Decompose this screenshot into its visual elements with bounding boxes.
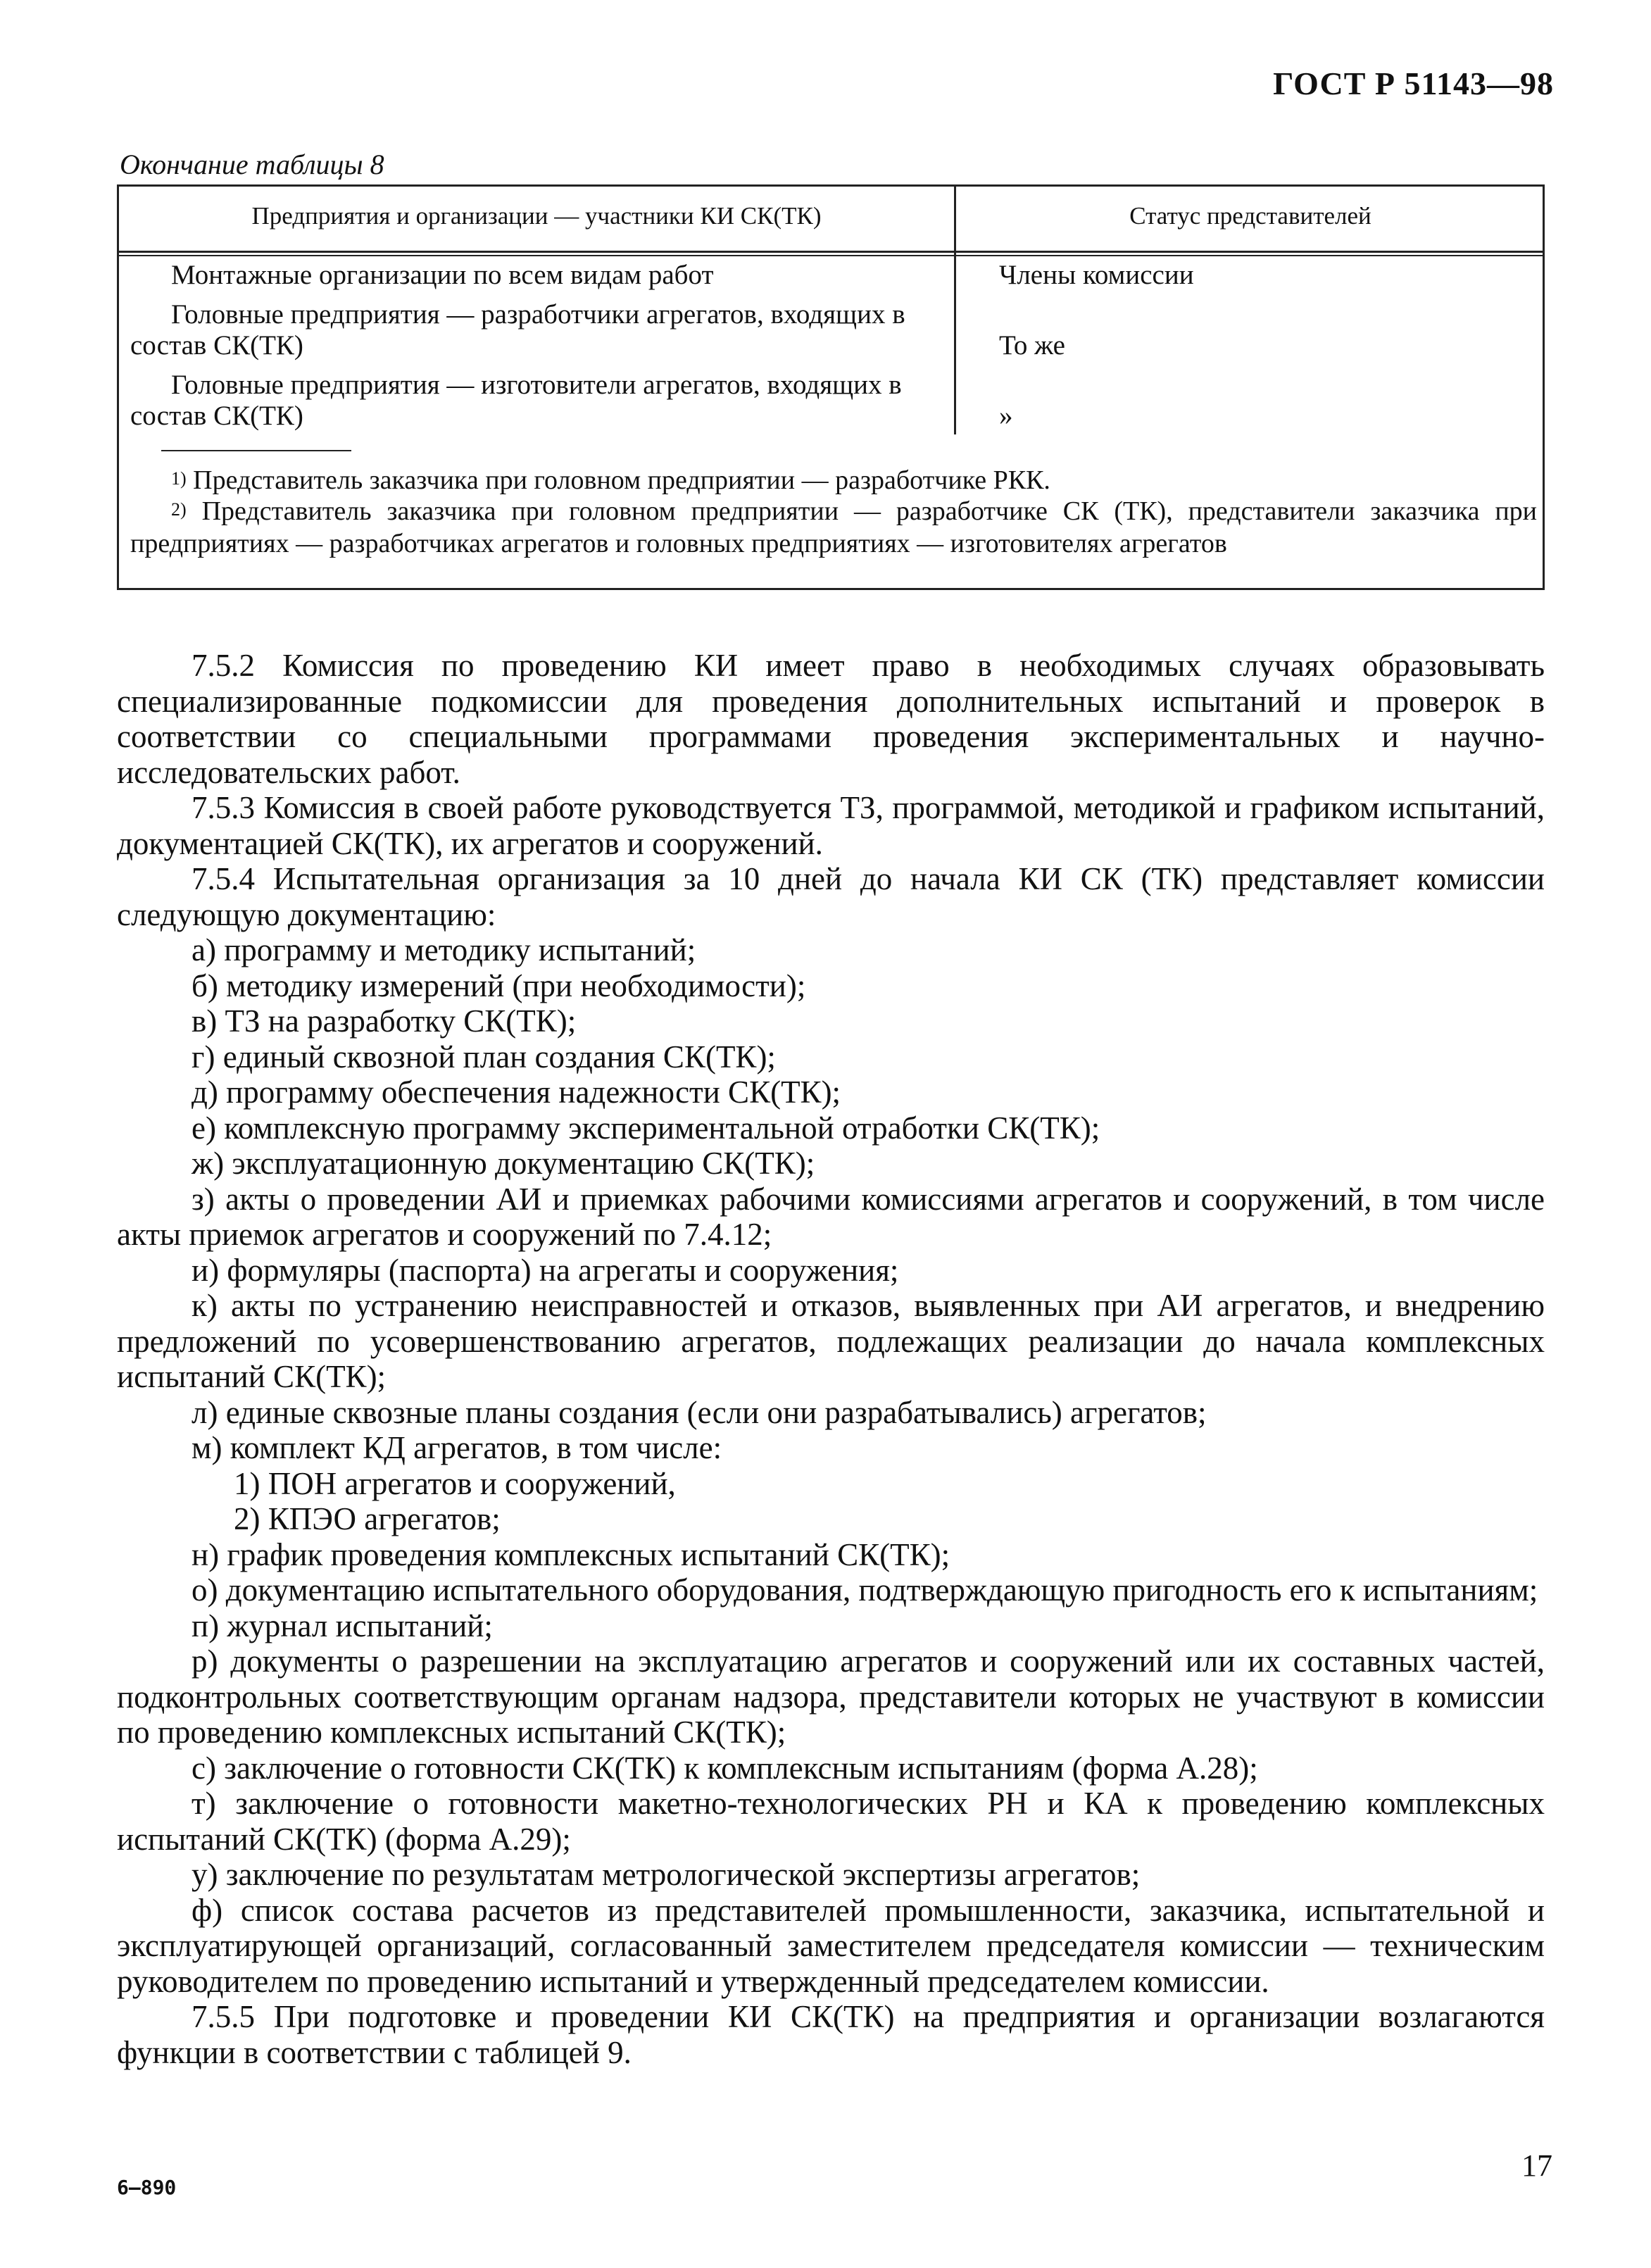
table-8-continuation — [117, 184, 1545, 590]
list-item: л) единые сквозные планы создания (если они разрабатывались) агрегатов; — [192, 1394, 1207, 1430]
list-item: о) документацию испытательного оборудования, подтверждающую пригодность его к испытаниям; — [192, 1572, 1538, 1608]
table-cell-org: Головные предприятия — разработчики агрегатов, входящих в состав СК(ТК) — [130, 299, 905, 361]
page-number: 17 — [1521, 2148, 1552, 2183]
list-item: ф) список состава расчетов из представителей промышленности, заказчика, испытательной и эксплуатирующей организаций, согласованный заместителем председателя комиссии — техническим руководителем по проведению испытаний и утвержденный председателем комиссии. — [117, 1892, 1545, 1999]
column-header-organizations: Предприятия и организации — участники КИ СК(ТК) — [251, 202, 822, 230]
table-cell-org: Монтажные организации по всем видам работ — [171, 260, 714, 290]
table-caption: Окончание таблицы 8 — [120, 149, 384, 180]
list-item: н) график проведения комплексных испытаний СК(ТК); — [192, 1536, 950, 1572]
list-item: и) формуляры (паспорта) на агрегаты и сооружения; — [192, 1252, 899, 1288]
list-item: т) заключение о готовности макетно-технологических РН и КА к проведению комплексных испытаний СК(ТК) (форма А.29); — [117, 1786, 1545, 1857]
list-item: у) заключение по результатам метрологической экспертизы агрегатов; — [192, 1857, 1141, 1892]
print-code: 6—890 — [117, 2176, 177, 2199]
table-cell-org: Головные предприятия — изготовители агрегатов, входящих в состав СК(ТК) — [130, 370, 902, 431]
list-item: з) акты о проведении АИ и приемках рабочими комиссиями агрегатов и сооружений, в том числе акты приемок агрегатов и сооружений по 7.4.12; — [117, 1181, 1545, 1252]
footnote-mark: 1) — [171, 468, 187, 489]
table-cell-status: » — [999, 401, 1013, 431]
footnote-separator — [161, 450, 351, 451]
sub-list-item: 2) КПЭО агрегатов; — [234, 1501, 501, 1536]
table-footnote — [130, 465, 1537, 498]
table-cell-status: Члены комиссии — [999, 260, 1194, 290]
list-item: в) ТЗ на разработку СК(ТК); — [192, 1003, 577, 1039]
list-item: д) программу обеспечения надежности СК(ТК); — [192, 1075, 841, 1110]
paragraph-7-5-2: 7.5.2 Комиссия по проведению КИ имеет право в необходимых случаях образовывать специализированные подкомиссии для проведения дополнительных испытаний и проверок в соответствии со специальными программами проведения экспериментальных и научно-исследовательских работ. — [117, 648, 1545, 790]
list-item: к) акты по устранению неисправностей и отказов, выявленных при АИ агрегатов, и внедрению предложений по усовершенствованию агрегатов, подлежащих реализации до начала комплексных испытаний СК(ТК); — [117, 1288, 1545, 1394]
list-item: с) заключение о готовности СК(ТК) к комплексным испытаниям (форма А.28); — [192, 1750, 1258, 1786]
sub-list-item: 1) ПОН агрегатов и сооружений, — [234, 1465, 676, 1501]
footnote-text: Представитель заказчика при головном предприятии — разработчике РКК. — [193, 465, 1050, 495]
list-item: б) методику измерений (при необходимости); — [192, 967, 806, 1003]
paragraph-7-5-5: 7.5.5 При подготовке и проведении КИ СК(ТК) на предприятия и организации возлагаются функции в соответствии с таблицей 9. — [117, 1999, 1545, 2070]
paragraph-7-5-4: 7.5.4 Испытательная организация за 10 дней до начала КИ СК (ТК) представляет комиссии следующую документацию: — [117, 861, 1545, 932]
list-item: е) комплексную программу экспериментальной отработки СК(ТК); — [192, 1110, 1100, 1146]
document-header: ГОСТ Р 51143—98 — [1273, 65, 1554, 101]
column-header-status: Статус представителей — [1129, 202, 1371, 230]
list-item: г) единый сквозной план создания СК(ТК); — [192, 1039, 776, 1075]
footnote-mark: 2) — [171, 499, 187, 520]
table-footnote — [130, 496, 1537, 558]
header-divider — [119, 251, 1543, 253]
header-divider-double — [119, 255, 1543, 256]
paragraph-7-5-3: 7.5.3 Комиссия в своей работе руководствуется ТЗ, программой, методикой и графиком испытаний, документацией СК(ТК), их агрегатов и сооружений. — [117, 790, 1545, 861]
table-cell-status: То же — [999, 330, 1065, 361]
list-item: р) документы о разрешении на эксплуатацию агрегатов и сооружений или их составных частей, подконтрольных соответствующим органам надзора, представители которых не участвуют в комиссии по проведению комплексных испытаний СК(ТК); — [117, 1643, 1545, 1750]
footnote-text: Представитель заказчика при головном предприятии — разработчике СК (ТК), представители заказчика при предприятиях — разработчиках агрегатов и головных предприятиях — изготовителях агрегатов — [130, 496, 1538, 558]
list-item: а) программу и методику испытаний; — [192, 932, 696, 967]
list-item: п) журнал испытаний; — [192, 1608, 493, 1643]
list-item: м) комплект КД агрегатов, в том числе: — [192, 1430, 722, 1465]
document-body — [117, 648, 1545, 2070]
list-item: ж) эксплуатационную документацию СК(ТК); — [192, 1146, 815, 1181]
